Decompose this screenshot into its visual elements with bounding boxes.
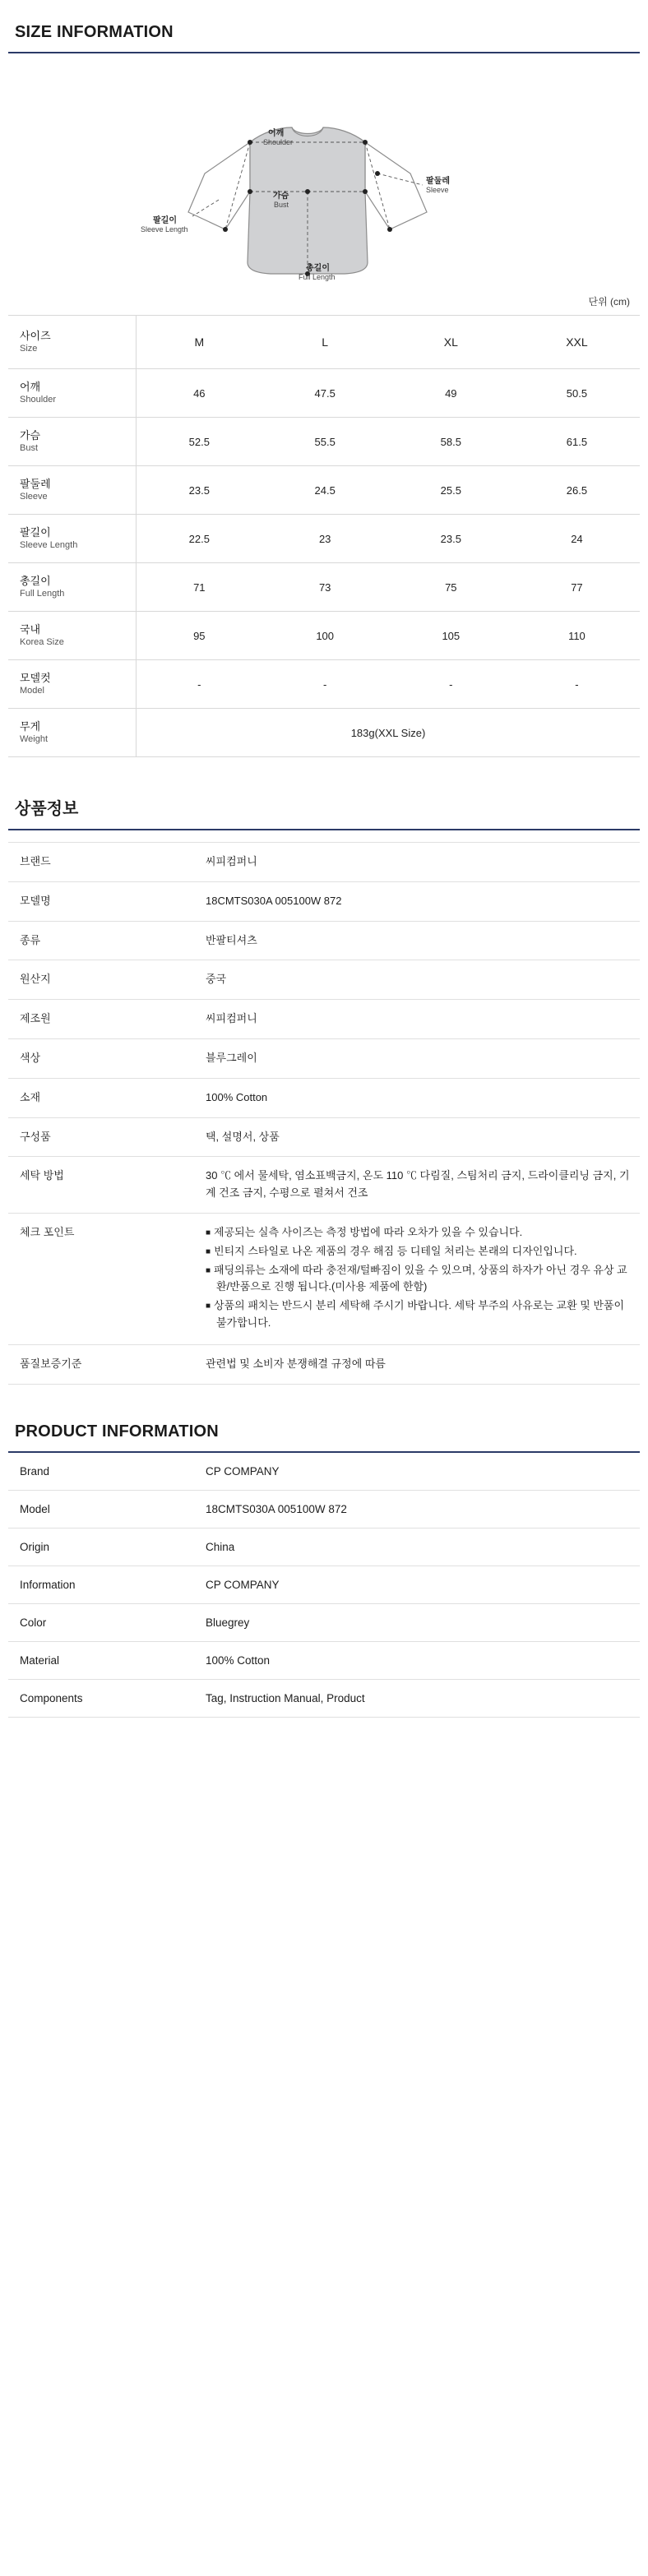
size-diagram	[8, 53, 640, 289]
info-label-brand: 브랜드	[8, 843, 192, 882]
cell-weight-value: 183g(XXL Size)	[137, 709, 641, 757]
unit-note: 단위 (cm)	[588, 296, 630, 308]
row-label-kr: 가슴	[20, 428, 41, 442]
en-label-material: Material	[8, 1641, 192, 1679]
bullet-square-icon: ■	[206, 1246, 211, 1256]
cell-shoulder-m: 46	[137, 369, 262, 418]
row-label-kr: 사이즈	[20, 329, 51, 342]
diagram-label-sleeve-en: Sleeve	[426, 186, 449, 194]
cell-model-l: -	[262, 660, 388, 709]
table-row	[8, 466, 640, 515]
info-value-color: 블루그레이	[192, 1038, 640, 1078]
table-row	[8, 1157, 640, 1214]
row-label-model	[8, 660, 137, 709]
cell-full-length-l: 73	[262, 563, 388, 612]
diagram-label-sleeve-length-kr: 팔길이	[153, 216, 177, 225]
table-row	[8, 1078, 640, 1117]
info-label-manufacturer: 제조원	[8, 1000, 192, 1039]
en-label-color: Color	[8, 1603, 192, 1641]
check-point-item	[206, 1262, 632, 1297]
bullet-square-icon: ■	[206, 1302, 211, 1311]
table-row	[8, 563, 640, 612]
diagram-label-sleeve-kr: 팔둘레	[426, 177, 450, 186]
en-value-information: CP COMPANY	[192, 1565, 640, 1603]
size-column-xl: XL	[388, 316, 514, 369]
cell-sleeve-length-xxl: 24	[514, 515, 640, 563]
info-value-type: 반팔티셔츠	[192, 921, 640, 960]
size-column-l: L	[262, 316, 388, 369]
row-label-sleeve-length	[8, 515, 137, 563]
info-label-quality-warranty: 품질보증기준	[8, 1344, 192, 1384]
cell-bust-l: 55.5	[262, 418, 388, 466]
size-information-title: SIZE INFORMATION	[8, 23, 640, 53]
row-label-kr: 총길이	[20, 574, 51, 587]
en-value-model: 18CMTS030A 005100W 872	[192, 1490, 640, 1528]
info-value-origin: 중국	[192, 960, 640, 1000]
row-label-en: Korea Size	[20, 637, 64, 648]
info-value-components: 택, 설명서, 상품	[192, 1117, 640, 1157]
cell-korea-size-l: 100	[262, 612, 388, 660]
table-row	[8, 881, 640, 921]
info-label-washing: 세탁 방법	[8, 1157, 192, 1214]
check-point-item	[206, 1297, 632, 1332]
check-point-text: 제공되는 실측 사이즈는 측정 방법에 따라 오차가 있을 수 있습니다.	[214, 1225, 523, 1238]
row-label-sleeve	[8, 466, 137, 515]
row-label-kr: 모델컷	[20, 671, 51, 684]
table-row	[8, 1565, 640, 1603]
check-point-item	[206, 1243, 632, 1260]
diagram-label-full-length-en: Full Length	[299, 273, 336, 281]
table-row	[8, 316, 640, 369]
info-value-material: 100% Cotton	[192, 1078, 640, 1117]
en-label-origin: Origin	[8, 1528, 192, 1565]
en-label-brand: Brand	[8, 1453, 192, 1491]
row-label-weight	[8, 709, 137, 757]
size-column-xxl: XXL	[514, 316, 640, 369]
row-label-kr: 팔둘레	[20, 477, 51, 490]
table-row	[8, 515, 640, 563]
table-row	[8, 418, 640, 466]
diagram-label-shoulder-kr: 어깨	[268, 129, 285, 138]
cell-korea-size-m: 95	[137, 612, 262, 660]
info-value-manufacturer: 씨피컴퍼니	[192, 1000, 640, 1039]
diagram-label-bust-en: Bust	[274, 201, 289, 209]
table-row	[8, 921, 640, 960]
check-point-item	[206, 1224, 632, 1242]
info-label-material: 소재	[8, 1078, 192, 1117]
product-information-title-kr: 상품정보	[8, 795, 640, 830]
table-row	[8, 1603, 640, 1641]
product-info-table	[8, 842, 640, 1385]
cell-sleeve-length-m: 22.5	[137, 515, 262, 563]
info-value-check-points	[192, 1213, 640, 1344]
table-row	[8, 612, 640, 660]
info-value-washing: 30 ℃ 에서 물세탁, 염소표백금지, 온도 110 ℃ 다림질, 스팀처리 금지, 드라이클리닝 금지, 기계 건조 금지, 수평으로 펼쳐서 건조	[192, 1157, 640, 1214]
table-row	[8, 660, 640, 709]
section-spacer	[8, 1385, 640, 1422]
row-label-en: Size	[20, 344, 38, 354]
row-label-en: Model	[20, 686, 44, 696]
row-label-en: Weight	[20, 734, 49, 745]
cell-model-m: -	[137, 660, 262, 709]
diagram-label-bust-kr: 가슴	[273, 192, 289, 201]
row-label-en: Sleeve	[20, 492, 48, 502]
row-label-kr: 팔길이	[20, 525, 51, 539]
row-label-kr: 무게	[20, 719, 41, 733]
info-label-origin: 원산지	[8, 960, 192, 1000]
table-row	[8, 1038, 640, 1078]
en-value-components: Tag, Instruction Manual, Product	[192, 1679, 640, 1717]
diagram-label-sleeve-length-en: Sleeve Length	[141, 225, 188, 234]
cell-full-length-m: 71	[137, 563, 262, 612]
info-label-model: 모델명	[8, 881, 192, 921]
check-point-text: 빈티지 스타일로 나온 제품의 경우 해짐 등 디테일 처리는 본래의 디자인입니다.	[214, 1244, 577, 1257]
row-label-shoulder	[8, 369, 137, 418]
table-row	[8, 1490, 640, 1528]
row-label-bust	[8, 418, 137, 466]
cell-shoulder-xxl: 50.5	[514, 369, 640, 418]
cell-korea-size-xl: 105	[388, 612, 514, 660]
cell-sleeve-xl: 25.5	[388, 466, 514, 515]
info-value-model: 18CMTS030A 005100W 872	[192, 881, 640, 921]
cell-shoulder-l: 47.5	[262, 369, 388, 418]
cell-sleeve-m: 23.5	[137, 466, 262, 515]
cell-sleeve-length-l: 23	[262, 515, 388, 563]
product-information-title-en: PRODUCT INFORMATION	[8, 1422, 640, 1453]
en-value-origin: China	[192, 1528, 640, 1565]
cell-sleeve-l: 24.5	[262, 466, 388, 515]
row-label-en: Sleeve Length	[20, 540, 78, 551]
cell-sleeve-length-xl: 23.5	[388, 515, 514, 563]
table-row	[8, 1344, 640, 1384]
section-spacer	[8, 757, 640, 795]
row-label-kr: 국내	[20, 622, 41, 636]
en-value-brand: CP COMPANY	[192, 1453, 640, 1491]
cell-korea-size-xxl: 110	[514, 612, 640, 660]
en-label-information: Information	[8, 1565, 192, 1603]
row-label-kr: 어깨	[20, 380, 41, 393]
table-row	[8, 1117, 640, 1157]
cell-bust-m: 52.5	[137, 418, 262, 466]
size-column-m: M	[137, 316, 262, 369]
info-label-color: 색상	[8, 1038, 192, 1078]
info-value-quality-warranty: 관련법 및 소비자 분쟁해결 규정에 따름	[192, 1344, 640, 1384]
cell-model-xxl: -	[514, 660, 640, 709]
table-row	[8, 1528, 640, 1565]
info-value-brand: 씨피컴퍼니	[192, 843, 640, 882]
cell-shoulder-xl: 49	[388, 369, 514, 418]
table-row	[8, 369, 640, 418]
cell-full-length-xl: 75	[388, 563, 514, 612]
table-row	[8, 1641, 640, 1679]
en-label-model: Model	[8, 1490, 192, 1528]
row-label-en: Shoulder	[20, 395, 57, 405]
row-label-en: Full Length	[20, 589, 65, 599]
cell-bust-xl: 58.5	[388, 418, 514, 466]
table-row	[8, 843, 640, 882]
info-label-components: 구성품	[8, 1117, 192, 1157]
row-label-korea-size	[8, 612, 137, 660]
table-row	[8, 1679, 640, 1717]
cell-bust-xxl: 61.5	[514, 418, 640, 466]
bullet-square-icon: ■	[206, 1265, 211, 1275]
table-row	[8, 1453, 640, 1491]
check-point-text: 상품의 패치는 반드시 분리 세탁해 주시기 바랍니다. 세탁 부주의 사유로는 교환 및 반품이 불가합니다.	[214, 1299, 625, 1329]
cell-full-length-xxl: 77	[514, 563, 640, 612]
size-table	[8, 315, 640, 757]
table-row	[8, 709, 640, 757]
diagram-label-full-length-kr: 총길이	[306, 264, 330, 273]
en-value-material: 100% Cotton	[192, 1641, 640, 1679]
info-label-type: 종류	[8, 921, 192, 960]
table-row	[8, 960, 640, 1000]
row-label-full-length	[8, 563, 137, 612]
table-row	[8, 1000, 640, 1039]
cell-sleeve-xxl: 26.5	[514, 466, 640, 515]
diagram-label-shoulder-en: Shoulder	[263, 138, 294, 146]
bullet-square-icon: ■	[206, 1228, 211, 1237]
en-label-components: Components	[8, 1679, 192, 1717]
check-point-text: 패딩의류는 소재에 따라 충전재/털빠짐이 있을 수 있으며, 상품의 하자가 아닌 경우 유상 교환/반품으로 진행 됩니다.(미사용 제품에 한함)	[214, 1263, 627, 1293]
info-label-check-points: 체크 포인트	[8, 1213, 192, 1344]
product-info-en-table	[8, 1453, 640, 1718]
size-table-header-cell	[8, 316, 137, 369]
row-label-en: Bust	[20, 443, 39, 454]
table-row	[8, 1213, 640, 1344]
en-value-color: Bluegrey	[192, 1603, 640, 1641]
cell-model-xl: -	[388, 660, 514, 709]
